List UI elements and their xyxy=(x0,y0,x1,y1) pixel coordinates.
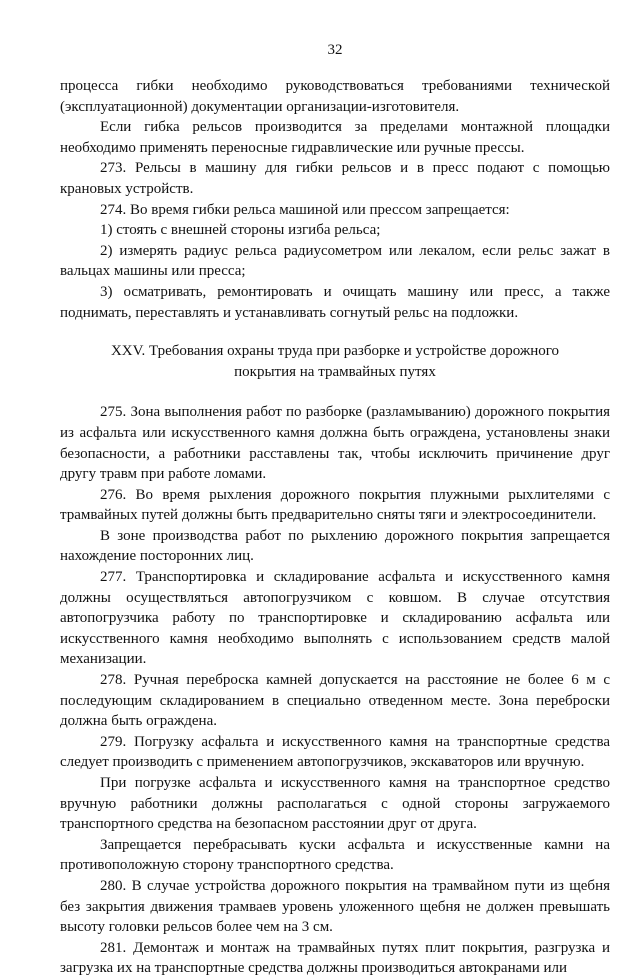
paragraph: 273. Рельсы в машину для гибки рельсов и в пресс подают с помощью крановых устройств. xyxy=(60,160,610,197)
paragraphs-after-section xyxy=(60,402,610,979)
paragraph: 278. Ручная переброска камней допускается на расстояние не более 6 м с последующим складированием в специально отведенном месте. Зона переброски должна быть ограждена. xyxy=(60,672,610,730)
paragraphs-before-section xyxy=(60,76,610,323)
paragraph: 276. Во время рыхления дорожного покрытия плужными рыхлителями с трамвайных путей должны быть предварительно сняты тяги и электросоединители. xyxy=(60,486,610,524)
section-heading xyxy=(60,341,610,382)
section-heading-line: покрытия на трамвайных путях xyxy=(234,363,436,380)
paragraph: 279. Погрузку асфальта и искусственного камня на транспортные средства следует производить с применением автопогрузчиков, экскаваторов или вручную. xyxy=(60,733,610,771)
paragraph: Запрещается перебрасывать куски асфальта и искусственные камни на противоположную сторону транспортного средства. xyxy=(60,836,610,874)
paragraph: 1) стоять с внешней стороны изгиба рельса; xyxy=(100,222,381,239)
paragraph: 280. В случае устройства дорожного покрытия на трамвайном пути из щебня без закрытия движения трамваев уровень уложенного щебня не должен превышать высоту головки рельсов более чем на 3 см. xyxy=(60,877,610,936)
paragraph: 277. Транспортировка и складирование асфальта и искусственного камня должны осуществляться автопогрузчиком с ковшом. В случае отсутствия автопогрузчика работу по транспортировке и складированию асфальта или искусственного камня необходимо выполнять с использованием средств малой механизации. xyxy=(60,569,610,668)
paragraph: 281. Демонтаж и монтаж на трамвайных путях плит покрытия, разгрузка и загрузка их на транспортные средства должны производиться автокранами или xyxy=(60,939,610,977)
paragraph: 275. Зона выполнения работ по разборке (разламыванию) дорожного покрытия из асфальта или искусственного камня должна быть ограждена, установлены знаки безопасности, а работники расставлены так, чтобы исключить причинение друг другу травм при работе ломами. xyxy=(60,404,610,483)
paragraph: При погрузке асфальта и искусственного камня на транспортное средство вручную работники должны располагаться с одной стороны загружаемого транспортного средства на безопасном расстоянии друг от друга. xyxy=(60,775,610,833)
paragraph: процесса гибки необходимо руководствоваться требованиями технической (эксплуатационной) документации организации-изготовителя. xyxy=(60,78,610,115)
paragraph: В зоне производства работ по рыхлению дорожного покрытия запрещается нахождение посторонних лиц. xyxy=(60,527,610,565)
paragraph: 274. Во время гибки рельса машиной или прессом запрещается: xyxy=(100,201,510,218)
paragraph: 3) осматривать, ремонтировать и очищать машину или пресс, а также поднимать, переставлять и устанавливать согнутый рельс на подложки. xyxy=(60,283,610,321)
section-heading-line: XXV. Требования охраны труда при разборке и устройстве дорожного xyxy=(110,343,560,360)
page-number: 32 xyxy=(327,42,343,58)
paragraph: Если гибка рельсов производится за пределами монтажной площадки необходимо применять переносные гидравлические или ручные прессы. xyxy=(60,119,610,156)
paragraph: 2) измерять радиус рельса радиусометром или лекалом, если рельс зажат в вальцах машины или пресса; xyxy=(60,242,610,280)
